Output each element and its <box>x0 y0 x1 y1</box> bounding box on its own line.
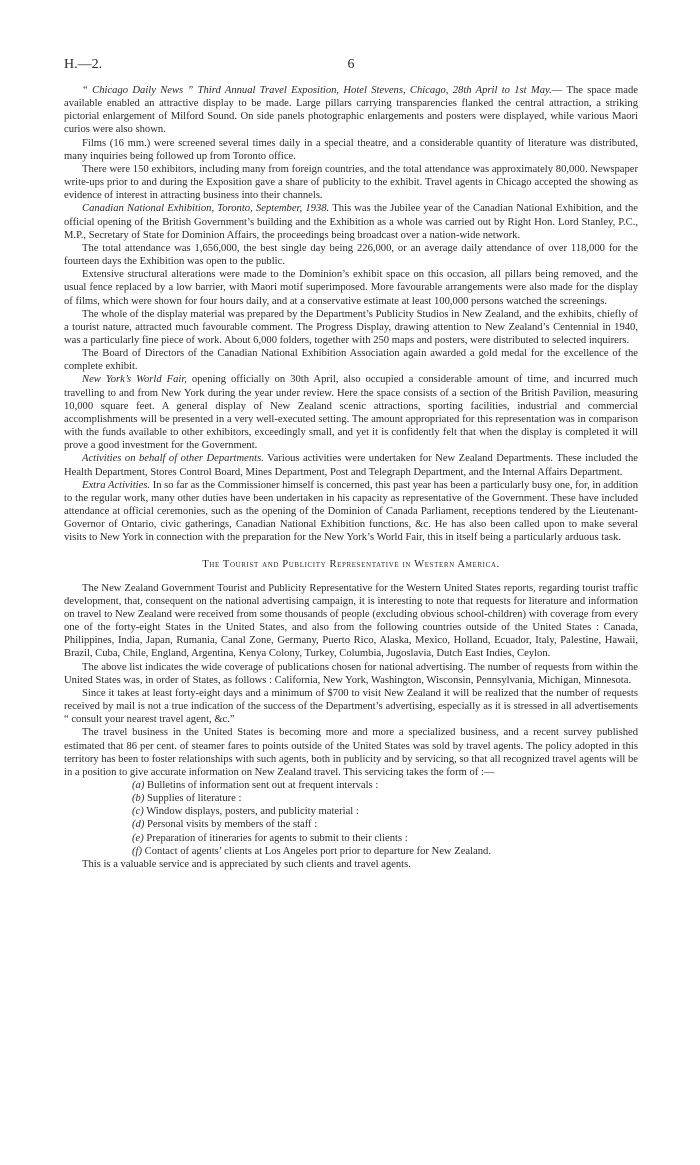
paragraph-text: In so far as the Commissioner himself is concerned, this past year has been a particularly busy one, for, in addition to the regular work, many other duties have been undertaken in his capacity as representative of the Government. These have included attendance at official ceremonies, such as the opening of the Dominion of Canada Parliament, receptions tendered by the Lieutenant-Governor of Ontario, civic gatherings, Canadian National Exhibition functions, &c. He has also been called upon to make several visits to New York in connection with the preparation for the New York’s World Fair, this in itself being a particularly arduous task. <box>64 479 639 544</box>
paragraph-lead: Canadian National Exhibition, Toronto, September, 1938. <box>82 203 330 215</box>
paragraph <box>64 687 638 726</box>
list-item-letter: (f) <box>132 845 142 857</box>
paragraph-text: The total attendance was 1,656,000, the best single day being 226,000, or an average daily attendance of over 118,000 for the fourteen days the Exhibition was open to the public. <box>64 242 638 268</box>
paragraph-text: Various activities were undertaken for New Zealand Departments. These included the Health Department, Stores Control Board, Mines Department, Post and Telegraph Department, and the Internal Affairs Department. <box>64 453 638 478</box>
list-item-letter: (a) <box>132 779 145 791</box>
list-item-text: Personal visits by members of the staff : <box>147 819 318 831</box>
paragraph <box>64 661 638 687</box>
list-item-letter: (c) <box>132 806 144 818</box>
paragraph-text: Extensive structural alterations were made to the Dominion’s exhibit space on this occasion, all pillars being removed, and the usual fence replaced by a low barrier, with Maori motif superimposed. More favourable arrangements were also made for the display of films, which were shown for four hours daily, and at a conservative estimate at least 100,000 persons watched the screenings. <box>64 269 638 307</box>
list-item-text: Window displays, posters, and publicity material : <box>146 806 359 818</box>
section-heading: The Tourist and Publicity Representative in Western America. <box>202 559 500 571</box>
paragraph <box>64 268 638 307</box>
section-western-america <box>64 582 638 871</box>
paragraph <box>64 452 638 478</box>
paragraph-text: The New Zealand Government Tourist and Publicity Representative for the Western United States reports, regarding tourist traffic development, that, consequent on the national advertising campaign, it is interesting to note that requests for literature and information on travel to New Zealand were received from some thousands of people (excluding obvious school-children) with coverage from every one of the forty-eight States in the United States, and also from the following countries outside of the United States : Canada, Philippines, India, Japan, Rumania, Canal Zone, Germany, Puerto Rico, Alaska, Mexico, Holland, Ecuador, Italy, Palestine, Hawaii, Brazil, Cuba, Chile, England, Argentina, Kenya Colony, Turkey, Columbia, Jugoslavia, Dutch East Indies, Ceylon. <box>64 582 638 660</box>
list-item-text: Bulletins of information sent out at frequent intervals : <box>147 779 379 791</box>
paragraph <box>64 347 638 373</box>
paragraph-text: The travel business in the United States is becoming more and more a specialized business, and a recent survey published estimated that 86 per cent. of steamer fares to points outside of the United States was sold by travel agents. The policy adopted in this territory has been to foster relationships with such agents, both in publicity and by servicing, so that all recognized travel agents will be in a position to give accurate information on New Zealand travel. This servicing takes the form of :— <box>64 727 638 778</box>
paragraph <box>64 726 638 779</box>
paragraph-lead: “ Chicago Daily News ” Third Annual Travel Exposition, Hotel Stevens, Chicago, 28th April to 1st May. <box>82 85 552 96</box>
paragraph <box>64 479 638 545</box>
list-item-letter: (d) <box>132 819 145 831</box>
list-item-text: Supplies of literature : <box>147 793 242 805</box>
report-code: H.—2. <box>64 57 103 72</box>
closing-paragraph: This is a valuable service and is appreciated by such clients and travel agents. <box>82 858 411 870</box>
service-list <box>64 779 638 858</box>
paragraph <box>64 308 638 347</box>
paragraph <box>64 202 638 241</box>
running-head <box>64 58 638 84</box>
list-item-text: Preparation of itineraries for agents to submit to their clients : <box>146 832 408 844</box>
list-item-text: Contact of agents’ clients at Los Angeles port prior to departure for New Zealand. <box>144 845 491 857</box>
paragraph <box>64 242 638 268</box>
paragraph-lead: New York’s World Fair, <box>82 374 187 386</box>
paragraph-lead: Activities on behalf of other Departments. <box>82 453 264 465</box>
section-exhibitions <box>64 84 638 544</box>
list-item <box>132 818 638 831</box>
list-item <box>132 779 638 792</box>
paragraph-text: opening officially on 30th April, also occupied a considerable amount of time, and incurred much travelling to and from New York during the year under review. Here the space consists of a section of the British Pavilion, measuring 10,000 square feet. A general display of New Zealand scenic attractions, sporting facilities, industrial and commercial accomplishments will be presented in a very well-executed setting. The amount appropriated for this representation was in comparison with the funds available to other exhibitors, exceedingly small, and yet it is confidently felt that when the display is completed it will prove a good investment for the Government. <box>64 374 638 452</box>
paragraph-lead: Extra Activities. <box>82 479 151 491</box>
paragraph-text: Since it takes at least forty-eight days and a minimum of $700 to visit New Zealand it will be realized that the number of requests received by mail is not a true indication of the success of the Department’s advertising, especially as it is stressed in all advertisements “ consult your nearest travel agent, &c.” <box>64 687 638 726</box>
paragraph-text: The whole of the display material was prepared by the Department’s Publicity Studios in New Zealand, and the exhibits, chiefly of a tourist nature, attracted much favourable comment. The Progress Display, drawing attention to New Zealand’s Centennial in 1940, was a particularly fine piece of work. About 6,000 folders, together with 250 maps and posters, were distributed to selected inquirers. <box>64 308 638 346</box>
paragraph-text: There were 150 exhibitors, including many from foreign countries, and the total attendance was approximately 80,000. Newspaper write-ups prior to and during the Exposition gave a share of publicity to the exhibit. Travel agents in Chicago accepted the showing as evidence of interest in attracting business into their channels. <box>64 163 638 202</box>
list-item <box>132 832 638 845</box>
list-item <box>132 792 638 805</box>
paragraph <box>64 582 638 661</box>
list-item <box>132 805 638 818</box>
list-item <box>132 845 638 858</box>
paragraph-text: Films (16 mm.) were screened several times daily in a special theatre, and a considerable quantity of literature was distributed, many inquiries being followed up from Toronto office. <box>64 137 638 162</box>
page-number: 6 <box>347 57 355 72</box>
list-item-letter: (e) <box>132 832 144 844</box>
paragraph <box>64 163 638 202</box>
paragraph <box>64 84 638 137</box>
paragraph <box>64 373 638 452</box>
paragraph-text: The Board of Directors of the Canadian National Exhibition Association again awarded a gold medal for the excellence of the complete exhibit. <box>64 348 638 373</box>
paragraph-text: The above list indicates the wide coverage of publications chosen for national advertising. The number of requests from within the United States was, in order of States, as follows : California, New York, Washington, Wisconsin, Pennsylvania, Michigan, Minnesota. <box>64 661 638 686</box>
paragraph <box>64 137 638 163</box>
paragraph-text: This was the Jubilee year of the Canadian National Exhibition, and the official opening of the British Government’s building and the Exhibition as a whole was carried out by Right Hon. Lord Stanley, P.C., M.P., Secretary of State for Dominion Affairs, the proceedings being broadcast over a nation-wide network. <box>64 203 638 241</box>
paragraph-text: — The space made available enabled an attractive display to be made. Large pillars carrying transparencies flanked the central attraction, a striking pictorial enlargement of Milford Sound. On side panels photographic enlargements and posters were displayed, while various Maori curios were also shown. <box>64 85 638 136</box>
list-item-letter: (b) <box>132 793 145 805</box>
